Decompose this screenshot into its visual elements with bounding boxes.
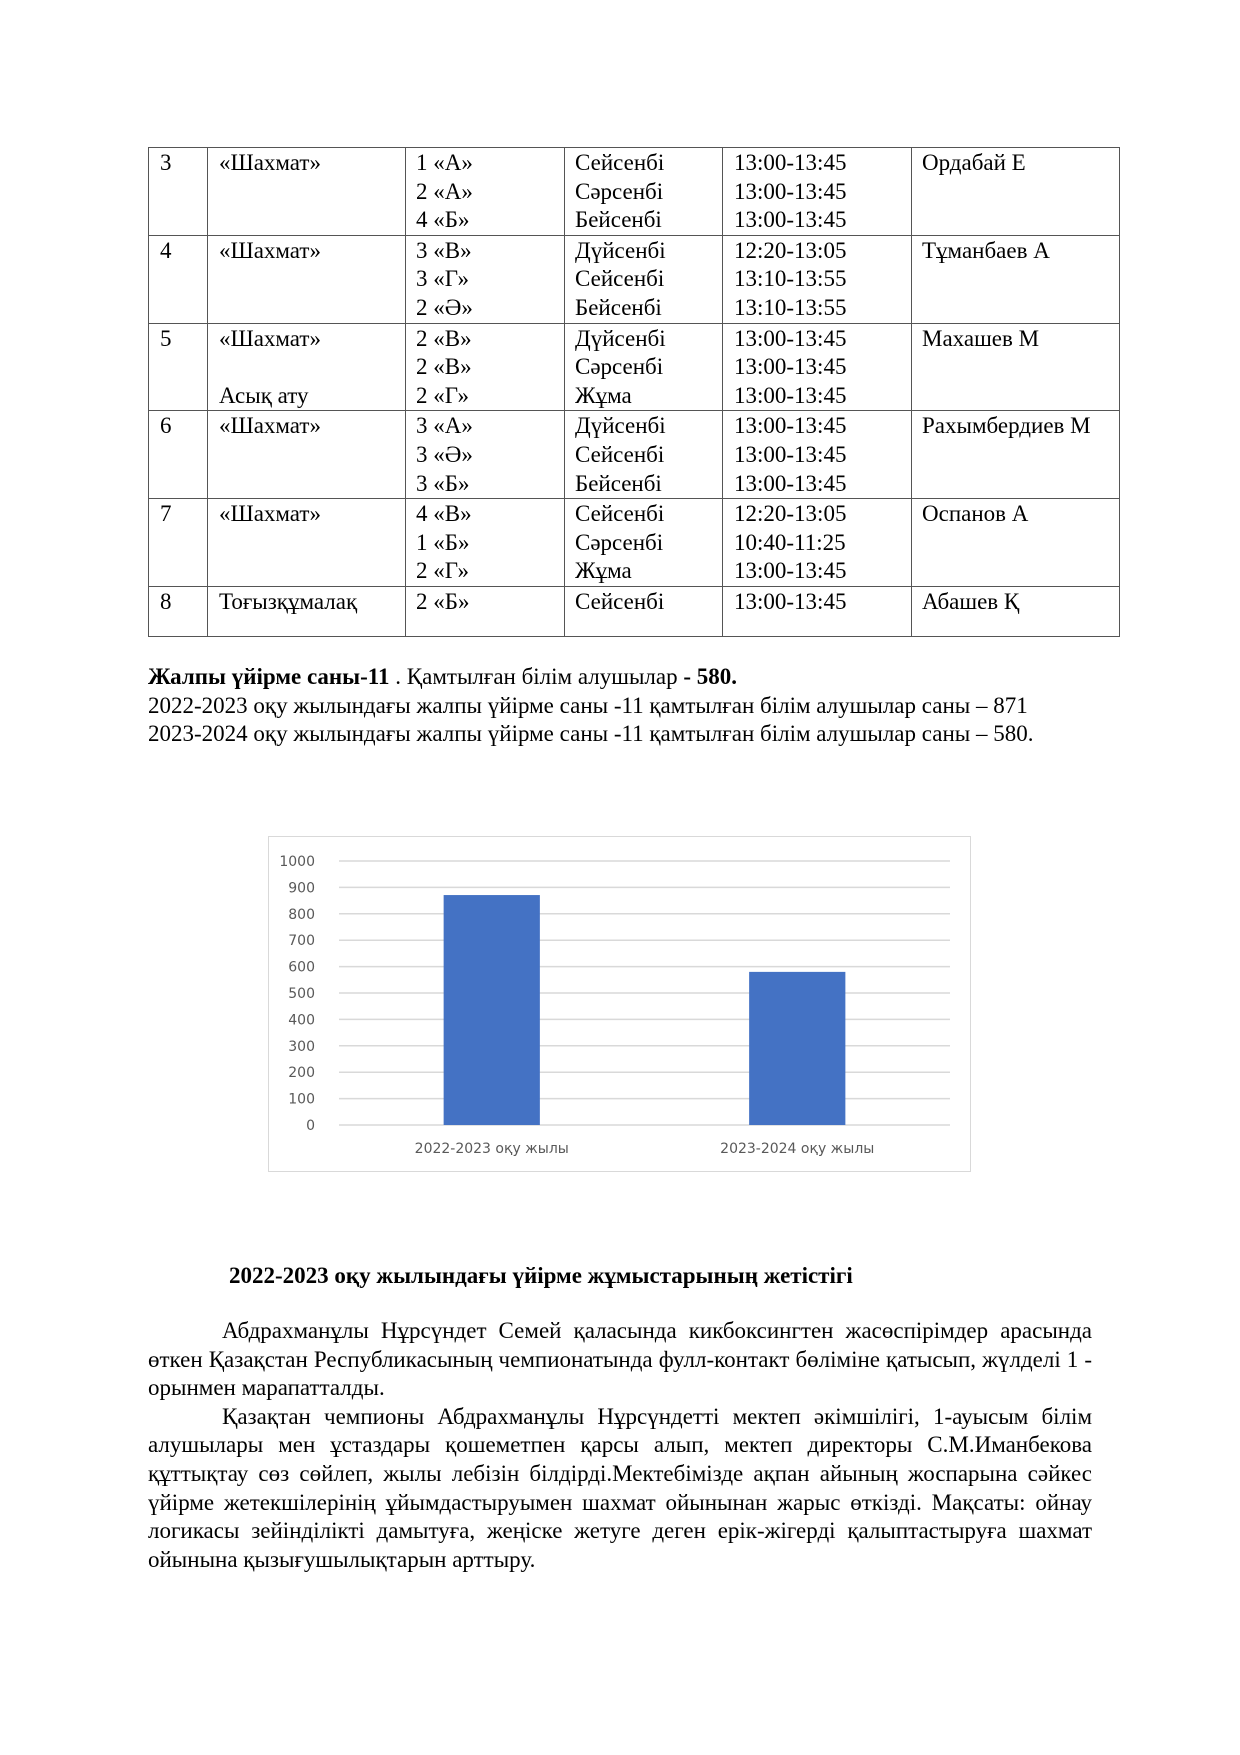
teacher-name-cell xyxy=(912,499,1120,587)
y-tick-label: 200 xyxy=(288,1065,315,1082)
row-number: 6 xyxy=(160,413,172,439)
teacher-name-cell xyxy=(912,411,1120,499)
bar xyxy=(749,972,845,1125)
club-name-line xyxy=(219,206,405,235)
club-name-line: «Шахмат» xyxy=(219,325,321,351)
teacher-name: Оспанов А xyxy=(922,501,1029,527)
summary-line-total xyxy=(148,663,1092,692)
day-list-line: Бейсенбі xyxy=(575,470,662,496)
y-tick-label: 1000 xyxy=(279,854,315,870)
teacher-name-cell xyxy=(912,586,1120,636)
day-list-line: Сейсенбі xyxy=(575,501,665,527)
club-name-line xyxy=(219,557,405,586)
table-row xyxy=(149,411,1120,499)
row-number-cell xyxy=(149,499,208,587)
y-tick-label: 400 xyxy=(288,1012,315,1029)
row-number: 4 xyxy=(160,237,172,263)
teacher-name: Рахымбердиев М xyxy=(922,413,1091,439)
row-number: 7 xyxy=(160,501,172,527)
day-list-line: Сәрсенбі xyxy=(575,529,664,555)
y-tick-label: 600 xyxy=(288,959,315,976)
day-list-cell xyxy=(565,499,723,587)
club-name-line: Тоғызқұмалақ xyxy=(219,588,358,614)
day-list-line: Сейсенбі xyxy=(575,266,665,292)
day-list-line: Бейсенбі xyxy=(575,294,662,320)
club-name-cell xyxy=(208,323,406,411)
day-list-line: Дүйсенбі xyxy=(575,237,666,263)
summary-line-2022: 2022-2023 оқу жылындағы жалпы үйірме саны -11 қамтылған білім алушылар саны – 871 xyxy=(148,692,1028,718)
class-list-cell xyxy=(406,323,565,411)
class-list-line: 2 «В» xyxy=(416,325,472,351)
y-tick-label: 500 xyxy=(288,986,315,1002)
row-number-cell xyxy=(149,323,208,411)
students-bar-chart xyxy=(268,836,971,1172)
achievements-heading: 2022-2023 оқу жылындағы үйірме жұмыстарының жетістігі xyxy=(229,1263,853,1288)
day-list-line: Бейсенбі xyxy=(575,207,662,233)
class-list-cell xyxy=(406,235,565,323)
club-name-cell xyxy=(208,586,406,636)
day-list-cell xyxy=(565,323,723,411)
time-list-line: 13:10-13:55 xyxy=(734,294,847,320)
time-list-line: 13:00-13:45 xyxy=(734,178,847,204)
row-number-cell xyxy=(149,411,208,499)
row-number: 5 xyxy=(160,325,172,351)
time-list-line: 12:20-13:05 xyxy=(734,237,847,263)
time-list-line: 13:00-13:45 xyxy=(734,325,847,351)
class-list-line: 2 «Г» xyxy=(416,558,469,584)
class-list-line: 2 «Ә» xyxy=(416,294,473,320)
time-list-line: 13:10-13:55 xyxy=(734,266,847,292)
summary-line-2023: 2023-2024 оқу жылындағы жалпы үйірме саны -11 қамтылған білім алушылар саны – 580. xyxy=(148,721,1034,747)
x-category-label: 2023-2024 оқу жылы xyxy=(720,1141,875,1157)
time-list-line: 13:00-13:45 xyxy=(734,558,847,584)
teacher-name: Ордабай Е xyxy=(922,150,1026,175)
y-tick-label: 700 xyxy=(288,933,315,950)
summary-block xyxy=(148,663,1092,749)
class-list-cell xyxy=(406,586,565,636)
class-list-cell xyxy=(406,499,565,587)
club-name-line xyxy=(219,529,405,558)
class-list-cell xyxy=(406,411,565,499)
summary-covered-label: . Қамтылған білім алушылар xyxy=(389,664,684,689)
time-list-line: 13:00-13:45 xyxy=(734,470,847,496)
club-name-line xyxy=(219,178,405,207)
time-list-cell xyxy=(723,586,912,636)
club-name-line xyxy=(219,470,405,499)
time-list-line: 13:00-13:45 xyxy=(734,150,847,175)
class-list-line: 3 «Б» xyxy=(416,470,470,496)
class-list-line: 3 «Г» xyxy=(416,266,469,292)
y-tick-label: 0 xyxy=(306,1118,315,1134)
teacher-name: Тұманбаев А xyxy=(922,237,1050,263)
achievement-paragraph-2: Қазақтан чемпионы Абдрахманұлы Нұрсүндетті мектеп әкімшілігі, 1-ауысым білім алушылары мен ұстаздары қошеметпен қарсы алып, мектеп директоры С.М.Иманбекова құттықтау сөз сөйлеп, жылы лебізін білдірді.Мектебімізде ақпан айының жоспарына сәйкес үйірме жетекшілерінің ұйымдастыруымен шахмат ойынынан жарыс өткізді. Мақсаты: ойнау логикасы зейінділікті дамытуға, жеңіске жетуге деген ерік-жігерді қалыптастыруға шахмат ойынына қызығушылықтарын арттыру. xyxy=(148,1403,1092,1572)
class-list-line: 2 «Б» xyxy=(416,588,470,614)
time-list-cell xyxy=(723,323,912,411)
y-tick-label: 800 xyxy=(288,906,315,923)
table-row xyxy=(149,586,1120,636)
time-list-line: 13:00-13:45 xyxy=(734,413,847,439)
day-list-line: Дүйсенбі xyxy=(575,413,666,439)
class-list-line: 1 «Б» xyxy=(416,529,470,555)
class-list-line: 3 «В» xyxy=(416,237,472,263)
club-name-cell xyxy=(208,148,406,236)
row-number-cell xyxy=(149,235,208,323)
time-list-line: 13:00-13:45 xyxy=(734,588,847,614)
club-name-line xyxy=(219,441,405,470)
club-name-cell xyxy=(208,411,406,499)
table-row xyxy=(149,235,1120,323)
class-list-cell xyxy=(406,148,565,236)
class-list-line: 3 «Ә» xyxy=(416,441,473,467)
achievement-paragraph-1: Абдрахманұлы Нұрсүндет Семей қаласында кикбоксингтен жасөспірімдер арасында өткен Қазақстан Республикасының чемпионатында фулл-контакт бөліміне қатысып, жүлделі 1 - орынмен марапатталды. xyxy=(148,1318,1092,1401)
achievements-body xyxy=(148,1317,1092,1574)
time-list-line: 13:00-13:45 xyxy=(734,354,847,380)
teacher-name: Махашев М xyxy=(922,325,1040,351)
teacher-name-cell xyxy=(912,323,1120,411)
day-list-cell xyxy=(565,235,723,323)
club-name-line: «Шахмат» xyxy=(219,501,321,527)
y-tick-label: 100 xyxy=(288,1091,315,1108)
class-list-line: 4 «В» xyxy=(416,501,472,527)
club-name-cell xyxy=(208,499,406,587)
club-name-cell xyxy=(208,235,406,323)
club-name-line: Асық ату xyxy=(219,382,309,408)
row-number: 8 xyxy=(160,588,172,614)
time-list-line: 13:00-13:45 xyxy=(734,382,847,408)
day-list-line: Жұма xyxy=(575,382,632,408)
club-name-line xyxy=(219,353,405,382)
summary-total-clubs: Жалпы үйірме саны-11 xyxy=(148,664,390,689)
row-number-cell xyxy=(149,586,208,636)
club-name-line xyxy=(219,294,405,323)
class-list-line: 2 «Г» xyxy=(416,382,469,408)
day-list-line: Сейсенбі xyxy=(575,588,665,614)
chart-canvas xyxy=(269,837,972,1173)
bar xyxy=(444,895,540,1125)
time-list-line: 10:40-11:25 xyxy=(734,529,846,555)
day-list-line: Сейсенбі xyxy=(575,150,665,175)
day-list-cell xyxy=(565,411,723,499)
time-list-cell xyxy=(723,411,912,499)
day-list-line: Сәрсенбі xyxy=(575,178,664,204)
day-list-line: Сәрсенбі xyxy=(575,354,664,380)
class-list-line: 4 «Б» xyxy=(416,207,470,233)
class-list-line: 3 «А» xyxy=(416,413,473,439)
time-list-cell xyxy=(723,148,912,236)
day-list-cell xyxy=(565,148,723,236)
time-list-line: 13:00-13:45 xyxy=(734,207,847,233)
table-row xyxy=(149,499,1120,587)
class-list-line: 2 «В» xyxy=(416,354,472,380)
row-number-cell xyxy=(149,148,208,236)
day-list-line: Сейсенбі xyxy=(575,441,665,467)
table-row xyxy=(149,323,1120,411)
class-list-line: 1 «А» xyxy=(416,150,473,175)
club-name-line: «Шахмат» xyxy=(219,413,321,439)
teacher-name-cell xyxy=(912,235,1120,323)
day-list-line: Жұма xyxy=(575,558,632,584)
table-row xyxy=(149,148,1120,236)
time-list-line: 13:00-13:45 xyxy=(734,441,847,467)
y-tick-label: 900 xyxy=(288,880,315,897)
time-list-line: 12:20-13:05 xyxy=(734,501,847,527)
club-name-line xyxy=(219,265,405,294)
day-list-cell xyxy=(565,586,723,636)
summary-covered-count: - 580. xyxy=(683,664,738,689)
club-name-line: «Шахмат» xyxy=(219,237,321,263)
y-tick-label: 300 xyxy=(288,1038,315,1055)
row-number: 3 xyxy=(160,150,172,175)
day-list-line: Дүйсенбі xyxy=(575,325,666,351)
class-list-line: 2 «А» xyxy=(416,178,473,204)
teacher-name: Абашев Қ xyxy=(922,588,1020,614)
time-list-cell xyxy=(723,499,912,587)
teacher-name-cell xyxy=(912,148,1120,236)
club-name-line: «Шахмат» xyxy=(219,150,321,175)
x-category-label: 2022-2023 оқу жылы xyxy=(414,1141,569,1157)
time-list-cell xyxy=(723,235,912,323)
schedule-table xyxy=(148,147,1120,637)
